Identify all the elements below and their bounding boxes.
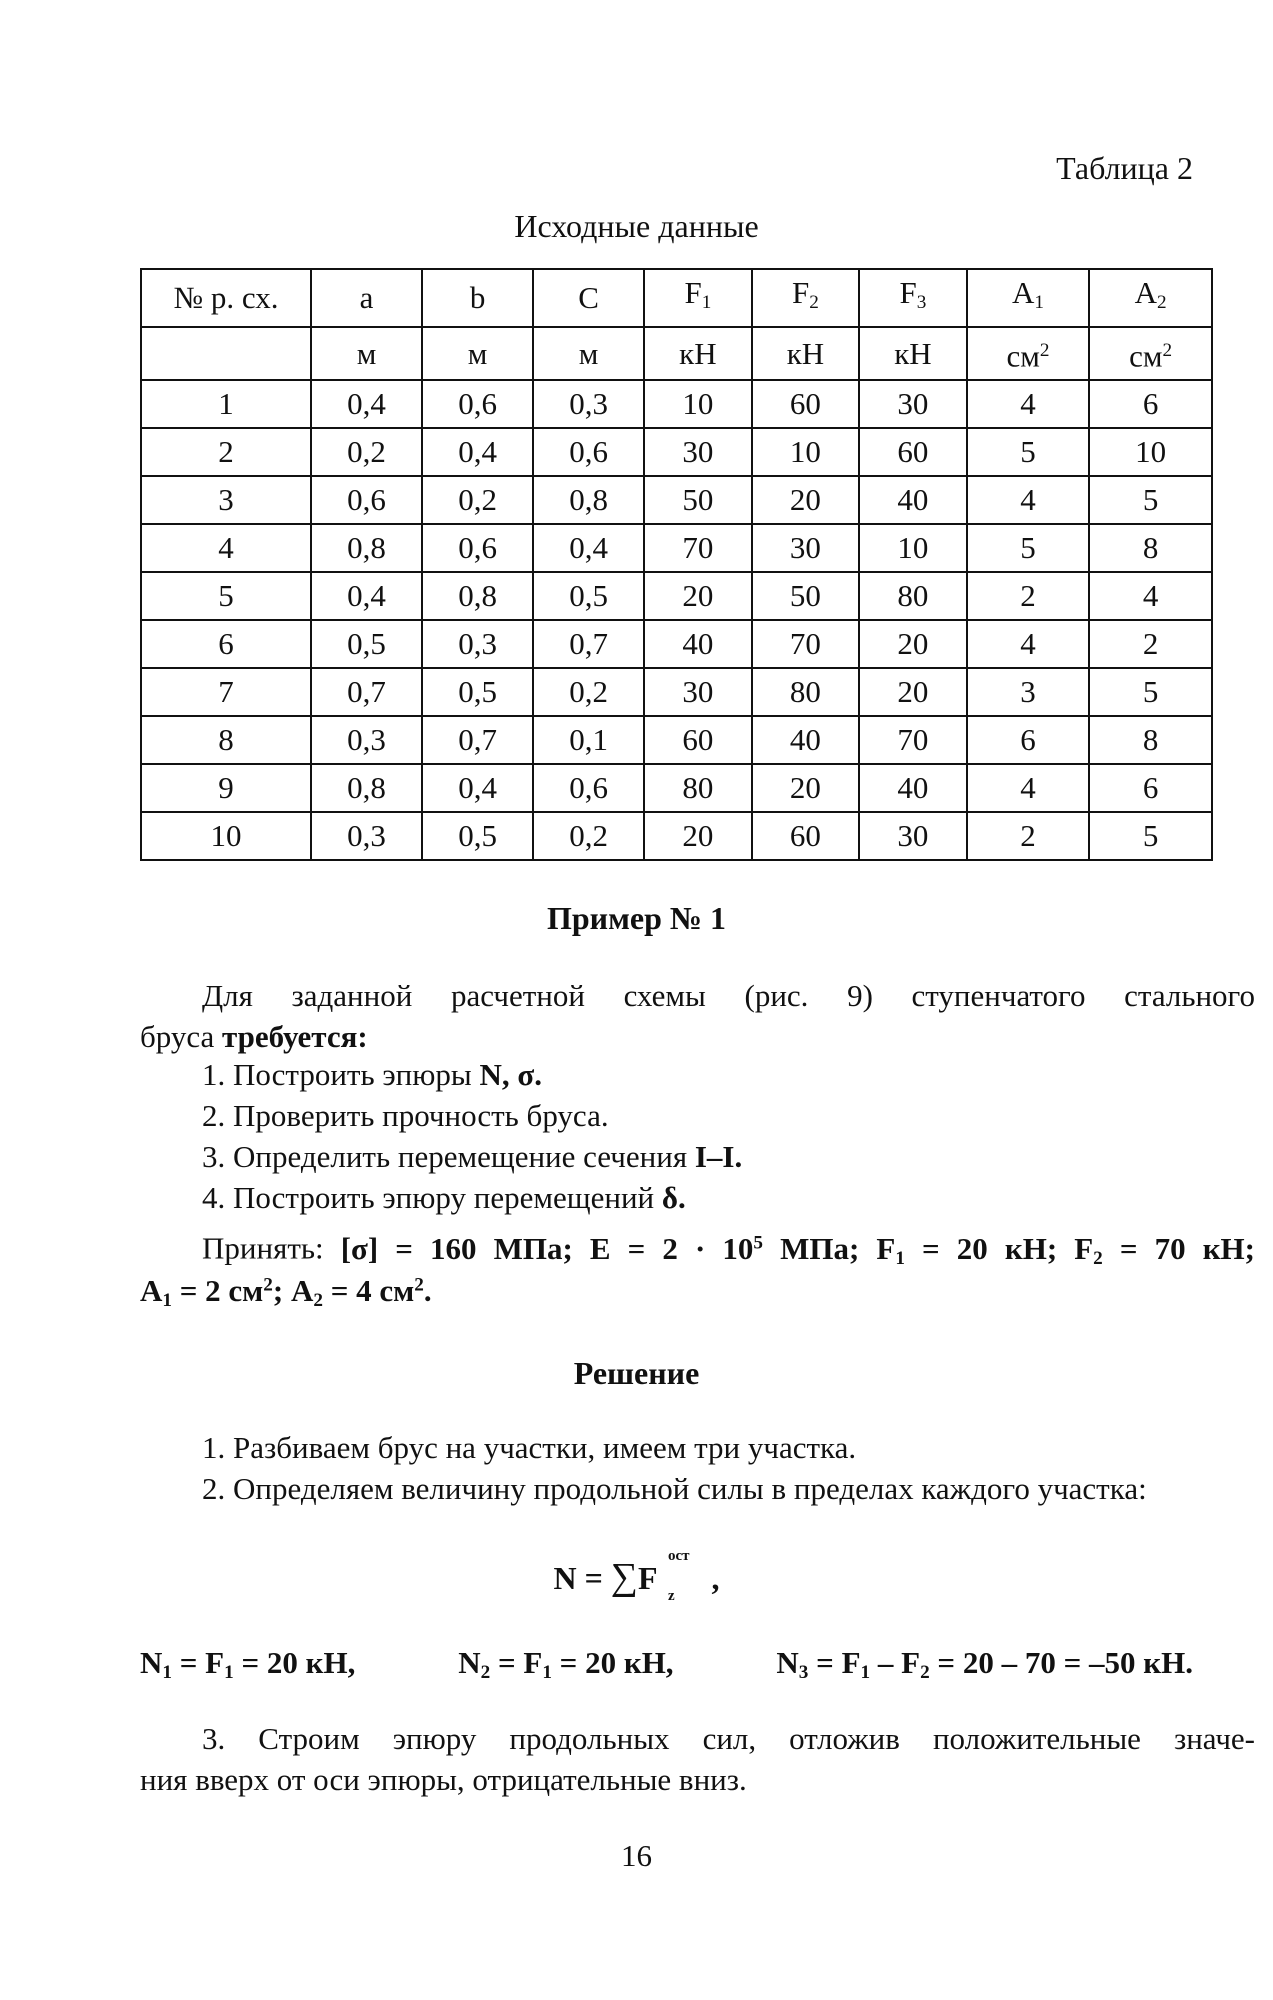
table-label: Таблица 2 <box>1056 150 1193 186</box>
solution-title: Решение <box>573 1355 700 1391</box>
table-cell: 0,1 <box>533 716 644 764</box>
table-cell: 60 <box>752 812 860 860</box>
table-cell: 4 <box>967 380 1090 428</box>
table-cell: 60 <box>644 716 752 764</box>
table-cell: 30 <box>752 524 860 572</box>
table-cell: 5 <box>967 524 1090 572</box>
solution-step-2: 2. Определяем величину продольной силы в пределах каждого участка: <box>202 1471 1147 1506</box>
table-cell: 20 <box>859 668 967 716</box>
table-cell: 40 <box>859 476 967 524</box>
table-cell: 2 <box>1089 620 1212 668</box>
table-cell: 0,3 <box>533 380 644 428</box>
table-cell: 8 <box>1089 524 1212 572</box>
table-row <box>141 428 1212 476</box>
table-cell: 30 <box>644 668 752 716</box>
table-cell: 20 <box>859 620 967 668</box>
table-cell: 70 <box>859 716 967 764</box>
task-item-3-section: I–I. <box>694 1139 743 1174</box>
table-header-row-cell: a <box>311 269 422 327</box>
table-cell: 20 <box>644 572 752 620</box>
table-cell: 20 <box>752 476 860 524</box>
table-cell: 6 <box>141 620 311 668</box>
formula-n3: $N_3 = F_1 - F_2 = 20 - 70 = -50$ кН. <box>776 1645 1193 1683</box>
task-item-3 <box>202 1139 742 1175</box>
table-row <box>141 476 1212 524</box>
table-cell: 50 <box>752 572 860 620</box>
table-cell: 0,4 <box>311 572 422 620</box>
task-item-4 <box>202 1180 686 1216</box>
table-title: Исходные данные <box>514 208 759 244</box>
table-cell: 6 <box>1089 764 1212 812</box>
page-number: 16 <box>621 1838 652 1873</box>
accept-values: [σ] = 160 МПа; $E = 2 \cdot 10^5$ МПа; $F_1 = 20$ кН; $F_2 = 70$ кН; <box>340 1230 1255 1269</box>
table-row <box>141 716 1212 764</box>
table-cell: 0,4 <box>422 764 533 812</box>
table-cell: 1 <box>141 380 311 428</box>
table-row <box>141 668 1212 716</box>
table-cell: 0,6 <box>311 476 422 524</box>
table-cell: 10 <box>752 428 860 476</box>
table-cell: 10 <box>644 380 752 428</box>
accept-line-2 <box>140 1264 1193 1320</box>
intro-line-1: Для заданной расчетной схемы (рис. 9) ступенчатого стального <box>202 978 1255 1013</box>
table-cell: 80 <box>859 572 967 620</box>
formula-sum-forces: N = ∑F ост z , <box>553 1548 720 1604</box>
table-cell: 5 <box>967 428 1090 476</box>
table-cell: 40 <box>752 716 860 764</box>
table-cell: 4 <box>967 620 1090 668</box>
table-cell: 8 <box>141 716 311 764</box>
table-header-row-cell: $F_3$ <box>859 269 967 327</box>
solution-step-1: 1. Разбиваем брус на участки, имеем три участка. <box>202 1430 857 1465</box>
table-cell: 5 <box>1089 812 1212 860</box>
task-item-2: 2. Проверить прочность бруса. <box>202 1098 609 1133</box>
table-cell: 10 <box>141 812 311 860</box>
table-cell: 6 <box>1089 380 1212 428</box>
table-header-row-cell: b <box>422 269 533 327</box>
table-header-row-cell: $A_1$ <box>967 269 1090 327</box>
table-cell: 50 <box>644 476 752 524</box>
table-cell: 0,7 <box>422 716 533 764</box>
table-cell: 0,6 <box>422 380 533 428</box>
table-cell: 0,3 <box>311 716 422 764</box>
table-cell: 2 <box>141 428 311 476</box>
table-cell: 0,6 <box>533 428 644 476</box>
table-header-row-cell: $A_2$ <box>1089 269 1212 327</box>
table-cell: 80 <box>644 764 752 812</box>
intro-required: требуется: <box>222 1019 368 1054</box>
table-units-row-cell: кН <box>859 327 967 381</box>
solution-step-3-line-2: ния вверх от оси эпюры, отрицательные вниз. <box>140 1762 747 1797</box>
table-cell: 5 <box>141 572 311 620</box>
table-cell: 20 <box>644 812 752 860</box>
data-table <box>140 268 1213 861</box>
table-cell: 30 <box>644 428 752 476</box>
intro-line-2 <box>140 1016 1193 1057</box>
table-cell: 0,5 <box>422 668 533 716</box>
solution-step-3-line-1: 3. Строим эпюру продольных сил, отложив положительные значе- <box>202 1721 1255 1756</box>
table-cell: 4 <box>141 524 311 572</box>
table-cell: 0,5 <box>311 620 422 668</box>
table-units-row-cell <box>141 327 311 381</box>
task-item-3-text: 3. Определить перемещение сечения <box>202 1139 695 1174</box>
task-item-1-symbols: N, σ. <box>479 1057 543 1092</box>
table-units-row <box>141 327 1212 381</box>
table-cell: 0,4 <box>311 380 422 428</box>
table-cell: 0,2 <box>311 428 422 476</box>
table-cell: 0,6 <box>533 764 644 812</box>
table-cell: 5 <box>1089 476 1212 524</box>
table-units-row-cell: м <box>311 327 422 381</box>
table-cell: 70 <box>752 620 860 668</box>
table-cell: 60 <box>859 428 967 476</box>
table-row <box>141 380 1212 428</box>
table-cell: 2 <box>967 572 1090 620</box>
table-units-row-cell: м <box>422 327 533 381</box>
table-cell: 0,4 <box>422 428 533 476</box>
table-header-row-cell: C <box>533 269 644 327</box>
table-cell: 0,3 <box>311 812 422 860</box>
task-item-4-symbol: δ. <box>661 1180 686 1215</box>
table-cell: 8 <box>1089 716 1212 764</box>
table-units-row-cell: кН <box>752 327 860 381</box>
table-cell: 20 <box>752 764 860 812</box>
task-item-1-text: 1. Построить эпюры <box>202 1057 480 1092</box>
table-cell: 40 <box>644 620 752 668</box>
table-row <box>141 764 1212 812</box>
example-title: Пример № 1 <box>546 900 727 936</box>
table-cell: 0,8 <box>311 524 422 572</box>
table-row <box>141 572 1212 620</box>
table-cell: 10 <box>859 524 967 572</box>
table-cell: 0,4 <box>533 524 644 572</box>
table-cell: 7 <box>141 668 311 716</box>
table-header-row-cell: № р. сх. <box>141 269 311 327</box>
accept-areas: $A_1 = 2$ $см^2$; $A_2 = 4$ $см^2$. <box>140 1272 432 1311</box>
table-cell: 0,7 <box>533 620 644 668</box>
table-units-row-cell: $см^2$ <box>967 327 1090 381</box>
table-cell: 10 <box>1089 428 1212 476</box>
table-cell: 0,8 <box>311 764 422 812</box>
table-header-row-cell: $F_2$ <box>752 269 860 327</box>
table-cell: 40 <box>859 764 967 812</box>
accept-label: Принять: <box>202 1230 341 1266</box>
table-cell: 5 <box>1089 668 1212 716</box>
table-cell: 80 <box>752 668 860 716</box>
table-cell: 4 <box>1089 572 1212 620</box>
table-units-row-cell: кН <box>644 327 752 381</box>
table-cell: 6 <box>967 716 1090 764</box>
table-cell: 0,2 <box>533 668 644 716</box>
table-cell: 0,8 <box>422 572 533 620</box>
table-cell: 0,6 <box>422 524 533 572</box>
table-cell: 2 <box>967 812 1090 860</box>
intro-text: бруса <box>140 1019 223 1054</box>
table-cell: 0,2 <box>533 812 644 860</box>
table-cell: 0,5 <box>533 572 644 620</box>
table-units-row-cell: м <box>533 327 644 381</box>
table-cell: 30 <box>859 812 967 860</box>
table-cell: 4 <box>967 764 1090 812</box>
table-row <box>141 620 1212 668</box>
table-row <box>141 524 1212 572</box>
table-units-row-cell: $см^2$ <box>1089 327 1212 381</box>
task-item-1 <box>202 1057 542 1093</box>
formula-n2: $N_2 = F_1 = 20$ кН, <box>458 1645 674 1683</box>
table-cell: 70 <box>644 524 752 572</box>
table-cell: 3 <box>141 476 311 524</box>
table-cell: 0,8 <box>533 476 644 524</box>
normal-forces-row <box>140 1645 1193 1684</box>
task-item-4-text: 4. Построить эпюру перемещений <box>202 1180 662 1215</box>
table-cell: 0,2 <box>422 476 533 524</box>
table-cell: 4 <box>967 476 1090 524</box>
table-header-row <box>141 269 1212 327</box>
table-cell: 0,5 <box>422 812 533 860</box>
table-header-row-cell: $F_1$ <box>644 269 752 327</box>
table-cell: 0,7 <box>311 668 422 716</box>
table-cell: 9 <box>141 764 311 812</box>
table-cell: 3 <box>967 668 1090 716</box>
table-cell: 0,3 <box>422 620 533 668</box>
table-cell: 30 <box>859 380 967 428</box>
table-row <box>141 812 1212 860</box>
table-cell: 60 <box>752 380 860 428</box>
formula-n1: $N_1 = F_1 = 20$ кН, <box>140 1645 356 1683</box>
